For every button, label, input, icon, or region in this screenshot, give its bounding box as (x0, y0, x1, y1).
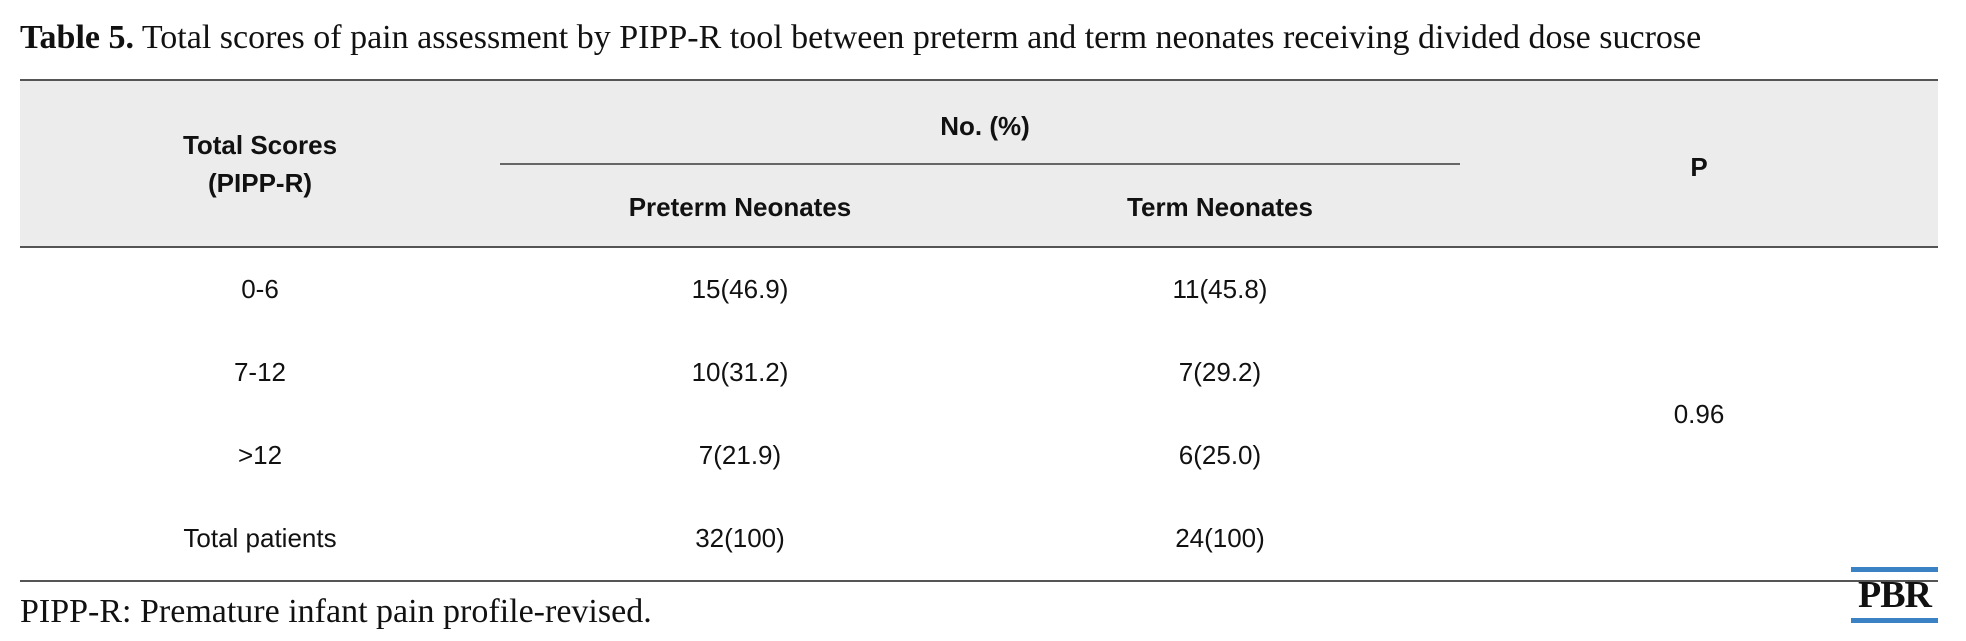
table-row (20, 497, 1460, 580)
cell-preterm: 32(100) (695, 523, 785, 553)
cell-score: >12 (237, 440, 283, 470)
pbr-logo (1851, 567, 1938, 623)
table-caption-text: Total scores of pain assessment by PIPP-R tool between preterm and term neonates receiving divided dose sucrose (141, 19, 1702, 56)
table-caption (20, 14, 1701, 62)
cell-preterm: 7(21.9) (698, 440, 782, 470)
cell-term: 11(45.8) (1172, 274, 1268, 304)
table-row (20, 414, 1460, 497)
data-table (20, 79, 1938, 582)
table-body (20, 248, 1938, 582)
cell-term: 24(100) (1175, 523, 1265, 553)
table-row (20, 248, 1460, 331)
header-preterm-neonates: Preterm Neonates (628, 192, 852, 222)
cell-score: 7-12 (233, 357, 287, 387)
cell-score: 0-6 (241, 274, 279, 304)
cell-preterm: 10(31.2) (691, 357, 789, 387)
table-footnote: PIPP-R: Premature infant pain profile-revised. (20, 593, 652, 630)
logo-text: PBR (1858, 574, 1931, 616)
table-row (20, 331, 1460, 414)
cell-preterm: 15(46.9) (691, 274, 789, 304)
table-caption-label: Table 5. (20, 19, 135, 56)
header-total-scores-line2: (PIPP-R) (208, 168, 312, 198)
header-group-no-percent: No. (%) (940, 111, 1030, 141)
header-total-scores (20, 126, 500, 202)
cell-score: Total patients (183, 523, 337, 553)
header-group-rule (500, 163, 1460, 165)
header-total-scores-line1: Total Scores (182, 130, 338, 160)
cell-term: 7(29.2) (1178, 357, 1262, 387)
table-header (20, 79, 1938, 248)
cell-p-value: 0.96 (1673, 399, 1725, 429)
header-term-neonates: Term Neonates (1127, 192, 1313, 222)
logo-top-bar (1851, 567, 1938, 572)
cell-term: 6(25.0) (1178, 440, 1262, 470)
logo-bottom-bar (1851, 618, 1938, 623)
header-p: P (1690, 152, 1708, 182)
